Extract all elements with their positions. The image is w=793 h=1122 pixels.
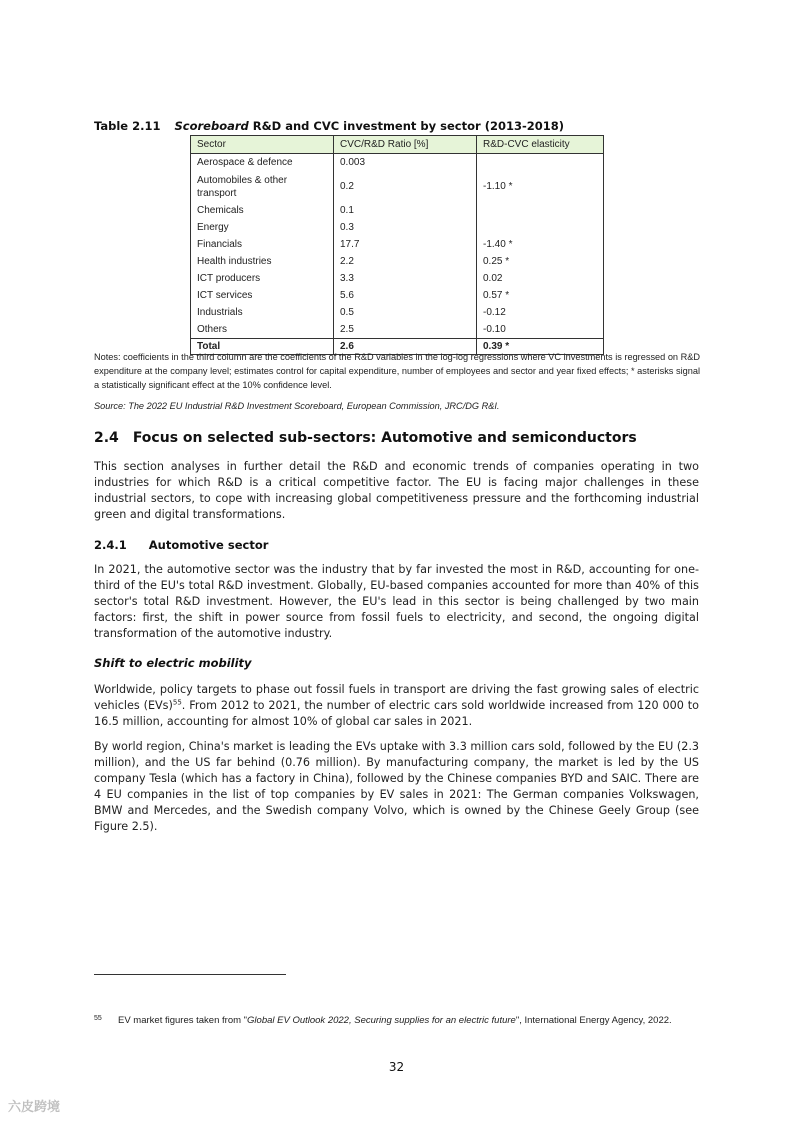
paragraph-text: . From 2012 to 2021, the number of electric cars sold worldwide increased from 120 000 to 16.5 million, accounting for almost 10% of global car sales in 2021.: [94, 699, 699, 728]
subsection-number: 2.4.1: [94, 538, 127, 552]
table-row: [191, 236, 604, 253]
table-title-rest: R&D and CVC investment by sector (2013-2018): [248, 119, 564, 133]
table-notes: Notes: coefficients in the third column are the coefficients of the R&D variables in the log-log regressions where VC investments is regressed on R&D expenditure at the company level; estimates control for capital expenditure, number of employees and sector and year fixed effects; * asterisks signal a statistically significant effect at the 10% confidence level.: [94, 352, 700, 390]
cell-sector: Automobiles & other transport: [191, 171, 334, 202]
section-intro-paragraph: This section analyses in further detail the R&D and economic trends of companies operating in two industries for which R&D is a critical competitive factor. The EU is facing major challenges in these industrial sectors, to cope with increasing global competitiveness pressure and the forthcoming industrial green and digital transformations.: [94, 460, 699, 521]
table-row: [191, 270, 604, 287]
cell-elasticity: 0.57 *: [477, 287, 604, 304]
paragraph-text: Worldwide, policy targets to phase out fossil fuels in transport are driving the fast growing sales of electric vehicles (EVs): [94, 683, 699, 712]
table-row: [191, 321, 604, 339]
cell-elasticity: 0.39 *: [477, 339, 604, 355]
page-number: 32: [388, 1060, 405, 1074]
footnote-number: 55: [94, 1015, 102, 1022]
table-row: [191, 287, 604, 304]
cell-elasticity: -1.10 *: [477, 171, 604, 202]
footnote: [94, 1015, 672, 1026]
automotive-paragraph: In 2021, the automotive sector was the industry that by far invested the most in R&D, accounting for one-third of the EU's total R&D investment. Globally, EU-based companies accounted for more than 40% of this sector's total R&D investment. However, the EU's lead in this sector is being challenged by two main factors: first, the shift in power source from fossil fuels to electricity, and second, the ongoing digital transformation of the automotive industry.: [94, 563, 699, 640]
footnote-reference[interactable]: 55: [172, 698, 182, 707]
table-row: [191, 304, 604, 321]
cell-elasticity: -1.40 *: [477, 236, 604, 253]
cell-elasticity: [477, 219, 604, 236]
header-sector: Sector: [191, 136, 334, 154]
cell-elasticity: -0.10: [477, 321, 604, 339]
cell-ratio: 2.2: [334, 253, 477, 270]
cell-elasticity: -0.12: [477, 304, 604, 321]
table-source: Source: The 2022 EU Industrial R&D Investment Scoreboard, European Commission, JRC/DG R&I.: [94, 401, 500, 411]
cell-sector: Aerospace & defence: [191, 154, 334, 172]
table-header-row: [191, 136, 604, 154]
cell-sector: Energy: [191, 219, 334, 236]
watermark-logo: 六皮跨境: [8, 1100, 61, 1115]
header-ratio: CVC/R&D Ratio [%]: [334, 136, 477, 154]
table-row: [191, 253, 604, 270]
cell-ratio: 17.7: [334, 236, 477, 253]
header-elasticity: R&D-CVC elasticity: [477, 136, 604, 154]
table-row: [191, 202, 604, 219]
cell-ratio: 0.5: [334, 304, 477, 321]
cell-elasticity: [477, 202, 604, 219]
cell-ratio: 2.5: [334, 321, 477, 339]
cell-sector: Chemicals: [191, 202, 334, 219]
section-heading: [94, 430, 637, 446]
table-row: [191, 219, 604, 236]
cell-ratio: 0.003: [334, 154, 477, 172]
cell-sector: Total: [191, 339, 334, 355]
electric-mobility-paragraph-1: [94, 682, 699, 730]
table-caption: [94, 119, 564, 133]
cell-ratio: 2.6: [334, 339, 477, 355]
subsubsection-heading: Shift to electric mobility: [94, 656, 252, 670]
cell-sector: Financials: [191, 236, 334, 253]
footnote-divider: [94, 974, 286, 975]
cell-ratio: 0.3: [334, 219, 477, 236]
cell-sector: ICT producers: [191, 270, 334, 287]
cell-ratio: 0.2: [334, 171, 477, 202]
cell-sector: Others: [191, 321, 334, 339]
subsection-title: Automotive sector: [148, 538, 269, 552]
sector-investment-table: [190, 135, 604, 355]
cell-sector: Industrials: [191, 304, 334, 321]
table-title-italic: Scoreboard: [174, 119, 249, 133]
footnote-text: ", International Energy Agency, 2022.: [515, 1015, 672, 1026]
cell-ratio: 5.6: [334, 287, 477, 304]
subsection-heading: [94, 538, 268, 552]
table-number: Table 2.11: [94, 119, 161, 133]
section-title: Focus on selected sub-sectors: Automotive and semiconductors: [132, 430, 637, 446]
electric-mobility-paragraph-2: By world region, China's market is leading the EVs uptake with 3.3 million cars sold, followed by the EU (2.3 million), and the US far behind (0.76 million). By manufacturing company, the market is led by the US company Tesla (which has a factory in China), followed by the Chinese companies BYD and SAIC. There are 4 EU companies in the list of top companies by EV sales in 2021: The German companies Volkswagen, BMW and Mercedes, and the Swedish company Volvo, which is owned by the Chinese Geely Group (see Figure 2.5).: [94, 740, 699, 833]
cell-elasticity: 0.02: [477, 270, 604, 287]
cell-sector: ICT services: [191, 287, 334, 304]
section-number: 2.4: [94, 430, 119, 446]
cell-elasticity: [477, 154, 604, 172]
cell-ratio: 3.3: [334, 270, 477, 287]
cell-elasticity: 0.25 *: [477, 253, 604, 270]
table-row: [191, 171, 604, 202]
cell-sector: Health industries: [191, 253, 334, 270]
footnote-italic-title: Global EV Outlook 2022, Securing supplies for an electric future: [247, 1015, 516, 1026]
footnote-text: EV market figures taken from ": [118, 1015, 248, 1026]
cell-ratio: 0.1: [334, 202, 477, 219]
table-row: [191, 154, 604, 172]
